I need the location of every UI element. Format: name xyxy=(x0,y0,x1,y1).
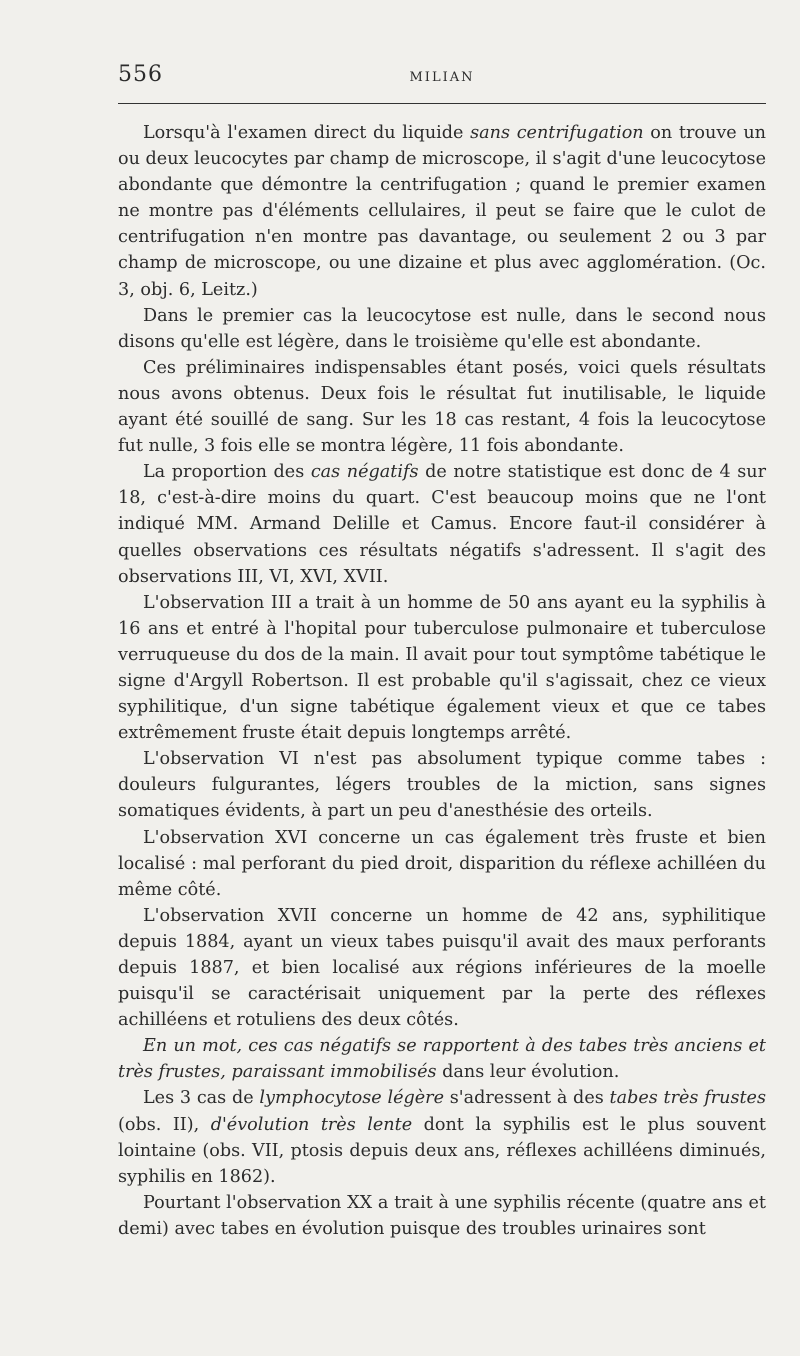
text-run: s'adressent à des xyxy=(444,1088,610,1109)
text-run: (obs. II), xyxy=(118,1114,211,1135)
paragraph xyxy=(118,590,766,747)
paragraph xyxy=(118,120,766,303)
text-run: dont la syphilis est le plus souvent lointaine (obs. VII, ptosis depuis deux ans, réflexes achilléens diminués, syphilis en 1862). xyxy=(118,1114,766,1187)
paragraph xyxy=(118,903,766,1033)
page-number: 556 xyxy=(118,62,163,87)
text-run: Les 3 cas de xyxy=(143,1088,260,1109)
text-run: on trouve un ou deux leucocytes par champ de microscope, il s'agit d'une leucocytose abondante que démontre la centrifugation ; quand le premier examen ne montre pas d'éléments cellulaires, il peut se faire que le culot de centrifugation n'en montre pas davantage, ou seulement 2 ou 3 par champ de microscope, ou une dizaine et plus avec agglomération. (Oc. 3, obj. 6, Leitz.) xyxy=(118,123,767,300)
text-run: L'observation XVI concerne un cas également très fruste et bien localisé : mal perforant du pied droit, disparition du réflexe achilléen du même côté. xyxy=(118,827,766,900)
paragraph xyxy=(118,1085,766,1189)
text-run: La proportion des xyxy=(143,462,311,483)
italic-text: cas négatifs xyxy=(310,462,419,483)
running-head: MILIAN xyxy=(409,70,475,85)
text-run: L'observation XVII concerne un homme de 42 ans, syphilitique depuis 1884, ayant un vieux tabes puisqu'il avait des maux perforants depuis 1887, et bien localisé aux régions inférieures de la moelle puisqu'il se caractérisait uniquement par la perte des réflexes achilléens et rotuliens des deux côtés. xyxy=(118,905,766,1031)
italic-text: tabes très frustes xyxy=(609,1088,766,1109)
page-header xyxy=(118,62,766,92)
paragraph xyxy=(118,746,766,824)
paragraph xyxy=(118,303,766,355)
text-run: Ces préliminaires indispensables étant posés, voici quels résultats nous avons obtenus. Deux fois le résultat fut inutilisable, le liquide ayant été souillé de sang. Sur les 18 cas restant, 4 fois la leucocytose fut nulle, 3 fois elle se montra légère, 11 fois abondante. xyxy=(118,357,766,457)
paragraph xyxy=(118,1190,766,1242)
italic-text: lymphocytose légère xyxy=(259,1088,444,1109)
body-text xyxy=(118,120,766,1242)
italic-text: En un mot, ces cas négatifs se rapportent à des tabes très anciens et très frustes, paraissant immobilisés xyxy=(118,1036,766,1083)
text-run: L'observation VI n'est pas absolument typique comme tabes : douleurs fulgurantes, légers troubles de la miction, sans signes somatiques évidents, à part un peu d'anesthésie des orteils. xyxy=(118,749,766,822)
text-run: L'observation III a trait à un homme de 50 ans ayant eu la syphilis à 16 ans et entré à l'hopital pour tuberculose pulmonaire et tuberculose verruqueuse du dos de la main. Il avait pour tout symptôme tabétique le signe d'Argyll Robertson. Il est probable qu'il s'agissait, chez ce vieux syphilitique, d'un signe tabétique également vieux et que ce tabes extrêmement fruste était depuis longtemps arrêté. xyxy=(118,592,766,744)
text-run: de notre statistique est donc de 4 sur 18, c'est-à-dire moins du quart. C'est beaucoup moins que ne l'ont indiqué MM. Armand Delille et Camus. Encore faut-il considérer à quelles observations ces résultats négatifs s'adressent. Il s'agit des observations III, VI, XVI, XVII. xyxy=(118,462,766,587)
text-run: Pourtant l'observation XX a trait à une syphilis récente (quatre ans et demi) avec tabes en évolution puisque des troubles urinaires sont xyxy=(118,1192,766,1239)
paragraph xyxy=(118,355,766,459)
italic-text: sans centrifugation xyxy=(470,123,644,143)
text-run: Lorsqu'à l'examen direct du liquide xyxy=(143,123,471,143)
text-run: Dans le premier cas la leucocytose est nulle, dans le second nous disons qu'elle est légère, dans le troisième qu'elle est abondante. xyxy=(118,305,766,352)
text-run: dans leur évolution. xyxy=(436,1062,620,1083)
paragraph xyxy=(118,825,766,903)
paragraph xyxy=(118,1033,766,1085)
italic-text: d'évolution très lente xyxy=(210,1114,413,1135)
paragraph xyxy=(118,459,766,589)
header-rule xyxy=(118,103,766,104)
